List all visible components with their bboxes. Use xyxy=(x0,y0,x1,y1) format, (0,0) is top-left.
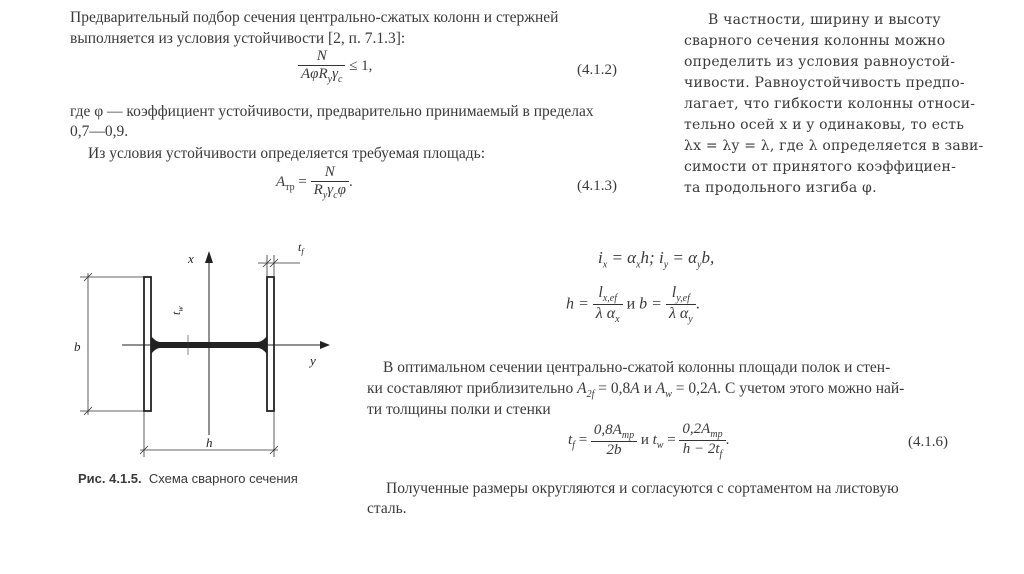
equation-number-4-1-2: (4.1.2) xyxy=(577,62,617,78)
label-x: x xyxy=(188,251,194,266)
eq2-lhs: A xyxy=(276,173,286,190)
figure-caption-text: Схема сварного сечения xyxy=(148,471,298,486)
equation-radius-gyration: $i_x = \alpha_xh$; $i_y = \alpha_yb$, xyxy=(598,248,715,271)
right-line-6: тельно осей x и y одинаковы, то есть xyxy=(684,117,965,133)
eq2-lhs-sub: тр xyxy=(285,181,295,193)
equation-4-1-6: $t_f$ = $\frac{0,8A_{тр}}{2b}$ и $t_w$ = $\frac{0,2A_{тр}}{h - 2t_f}$ . xyxy=(568,421,730,460)
paragraph-intro-line2: выполняется из условия устойчивости [2, п. 7.1.3]: xyxy=(70,30,406,47)
label-h: h xyxy=(206,435,213,450)
right-flange xyxy=(267,277,274,411)
right-line-4: чивости. Равноустойчивость предпо- xyxy=(684,75,965,91)
eq2-end: . xyxy=(348,173,353,190)
paragraph-optimal-line1: В оптимальном сечении центрально-сжатой колонны площади полок и стен- xyxy=(383,359,891,376)
paragraph-phi-line2: 0,7—0,9. xyxy=(70,123,129,140)
paragraph-intro-line1: Предварительный подбор сечения центрально-сжатых колонн и стержней xyxy=(70,9,559,26)
right-line-2: сварного сечения колонны можно xyxy=(684,33,946,49)
equation-4-1-2 xyxy=(298,48,372,85)
label-tf: $t_f$ xyxy=(298,240,304,256)
right-line-9: та продольного изгиба φ. xyxy=(684,180,877,196)
equation-number-4-1-3: (4.1.3) xyxy=(577,178,617,194)
figure-caption-number: Рис. 4.1.5. xyxy=(78,471,142,486)
label-b: b xyxy=(74,339,81,354)
equation-4-1-3 xyxy=(276,164,353,201)
paragraph-final-line2: сталь. xyxy=(367,500,407,517)
welded-section-diagram xyxy=(60,235,350,465)
eq1-denominator: $A\varphi R_y\gamma_c$ xyxy=(298,65,345,85)
eq2-equals: = xyxy=(294,173,311,190)
axis-y-arrow xyxy=(320,341,330,349)
paragraph-optimal-line2: ки составляют приблизительно $A_{2f} = 0,8A$ и $A_w = 0,2A$. С учетом этого можно най- xyxy=(367,380,905,401)
paragraph-area: Из условия устойчивости определяется требуемая площадь: xyxy=(88,145,486,162)
axis-x-arrow xyxy=(205,251,213,263)
right-line-3: определить из условия равноустой- xyxy=(684,54,956,70)
equation-number-4-1-6: (4.1.6) xyxy=(908,434,948,450)
paragraph-final-line1: Полученные размеры округляются и согласуются с сортаментом на листовую xyxy=(386,480,899,497)
equation-h-b: h = $\frac{l_{x,ef}}{\lambda \alpha_x}$ и b = $\frac{l_{y,ef}}{\lambda \alpha_y}$ . xyxy=(566,284,700,326)
eq1-numerator: N xyxy=(316,48,327,64)
paragraph-phi-line1: где φ — коэффициент устойчивости, предварительно принимаемый в пределах xyxy=(70,103,594,120)
right-line-8: симости от принятого коэффициен- xyxy=(684,159,957,175)
label-y: y xyxy=(310,353,316,368)
paragraph-optimal-line3: ти толщины полки и стенки xyxy=(367,401,551,418)
figure-caption xyxy=(78,471,298,486)
right-line-7: λx = λy = λ, где λ определяется в зави- xyxy=(684,138,984,154)
left-flange xyxy=(144,277,151,411)
right-column xyxy=(684,10,983,199)
eq2-denominator: $R_y\gamma_c\varphi$ xyxy=(311,181,349,201)
right-line-1: В частности, ширину и высоту xyxy=(708,12,941,28)
eq1-rhs: ≤ 1, xyxy=(349,57,373,74)
eq2-numerator: N xyxy=(324,164,335,180)
right-line-5: лагает, что гибкости колонны относи- xyxy=(684,96,976,112)
label-tw: $t_w$ xyxy=(169,306,185,315)
